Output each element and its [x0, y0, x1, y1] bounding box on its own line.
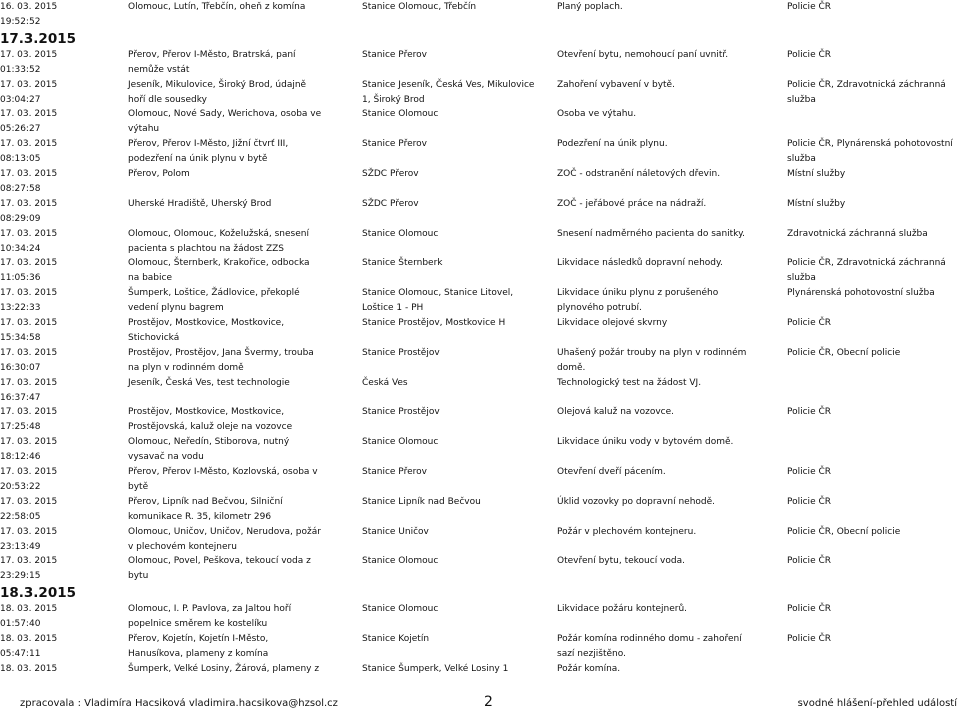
- date-time-line: 17:25:48: [0, 422, 41, 433]
- location-cell: [128, 346, 362, 376]
- location-cell: [128, 316, 362, 346]
- date-time-line: 17. 03. 2015: [0, 228, 58, 239]
- date-time-cell: [0, 48, 128, 78]
- date-time-cell: [0, 286, 128, 316]
- date-time-line: 16:30:07: [0, 362, 41, 373]
- date-time-line: 17. 03. 2015: [0, 168, 58, 179]
- location-line: Přerov, Kojetín, Kojetín I-Město,: [128, 633, 269, 644]
- units-line: Policie ČR, Plynárenská pohotovostní: [787, 139, 953, 150]
- units-line: Policie ČR: [787, 633, 831, 644]
- event-line: Likvidace olejové skvrny: [557, 317, 668, 328]
- table-row: [0, 137, 960, 167]
- location-line: výtahu: [128, 124, 160, 135]
- station-line: Stanice Přerov: [362, 139, 427, 150]
- event-line: Podezření na únik plynu.: [557, 139, 668, 150]
- event-cell: [557, 602, 787, 632]
- table-row: [0, 167, 960, 197]
- location-cell: [128, 662, 362, 692]
- date-time-line: 17. 03. 2015: [0, 317, 58, 328]
- event-cell: [557, 137, 787, 167]
- location-line: Olomouc, Uničov, Uničov, Nerudova, požár: [128, 526, 321, 537]
- event-cell: [557, 0, 787, 30]
- table-row: [0, 256, 960, 286]
- date-time-cell: [0, 167, 128, 197]
- event-cell: [557, 197, 787, 227]
- event-cell: [557, 346, 787, 376]
- units-cell: [787, 662, 960, 692]
- location-line: Přerov, Polom: [128, 168, 190, 179]
- date-time-cell: [0, 465, 128, 495]
- date-time-line: 05:47:11: [0, 648, 41, 659]
- date-time-cell: [0, 0, 128, 30]
- date-time-line: 18. 03. 2015: [0, 633, 58, 644]
- location-line: vedení plynu bagrem: [128, 303, 224, 314]
- event-line: Zahoření vybavení v bytě.: [557, 79, 675, 90]
- location-line: Olomouc, Nové Sady, Werichova, osoba ve: [128, 109, 322, 120]
- location-cell: [128, 465, 362, 495]
- event-line: Požár v plechovém kontejneru.: [557, 526, 697, 537]
- station-cell: [362, 48, 557, 78]
- table-row: [0, 78, 960, 108]
- station-cell: [362, 602, 557, 632]
- date-time-cell: [0, 346, 128, 376]
- footer-author: zpracovala : Vladimíra Hacsiková vladimira.hacsikova@hzsol.cz: [20, 698, 338, 709]
- date-time-line: 15:34:58: [0, 332, 41, 343]
- station-cell: [362, 405, 557, 435]
- location-line: Olomouc, I. P. Pavlova, za Jaltou hoří: [128, 604, 292, 615]
- event-cell: [557, 632, 787, 662]
- event-line: Likvidace úniku vody v bytovém domě.: [557, 437, 734, 448]
- units-cell: [787, 632, 960, 662]
- location-line: Šumperk, Velké Losiny, Žárová, plameny z: [128, 663, 320, 674]
- station-line: Stanice Olomouc: [362, 604, 439, 615]
- station-cell: [362, 167, 557, 197]
- location-line: Přerov, Lipník nad Bečvou, Silniční: [128, 496, 283, 507]
- units-line: služba: [787, 94, 816, 105]
- event-line: Likvidace úniku plynu z porušeného: [557, 288, 719, 299]
- station-cell: [362, 554, 557, 584]
- station-line: Stanice Olomouc, Třebčín: [362, 2, 477, 12]
- event-cell: [557, 167, 787, 197]
- station-line: Stanice Olomouc: [362, 437, 439, 448]
- event-cell: [557, 405, 787, 435]
- date-time-cell: [0, 227, 128, 257]
- units-cell: [787, 525, 960, 555]
- date-time-line: 16:37:47: [0, 392, 41, 403]
- event-line: Otevření bytu, nemohoucí paní uvnitř.: [557, 49, 729, 60]
- date-time-line: 11:05:36: [0, 273, 41, 284]
- location-cell: [128, 495, 362, 525]
- units-cell: [787, 316, 960, 346]
- date-time-line: 16. 03. 2015: [0, 2, 58, 12]
- location-line: na plyn v rodinném domě: [128, 362, 244, 373]
- table-row: [0, 405, 960, 435]
- station-line: SŽDC Přerov: [362, 198, 419, 209]
- event-line: ZOČ - odstranění náletových dřevin.: [557, 168, 721, 179]
- units-cell: [787, 167, 960, 197]
- location-cell: [128, 78, 362, 108]
- location-line: Olomouc, Olomouc, Koželužská, snesení: [128, 228, 309, 239]
- units-line: Policie ČR, Obecní policie: [787, 526, 901, 537]
- event-line: Úklid vozovky po dopravní nehodě.: [557, 496, 716, 507]
- location-line: Olomouc, Povel, Peškova, tekoucí voda z: [128, 556, 311, 567]
- location-line: bytě: [128, 481, 149, 492]
- table-row: [0, 0, 960, 30]
- station-line: Stanice Olomouc: [362, 556, 439, 567]
- units-cell: [787, 286, 960, 316]
- event-line: Likvidace požáru kontejnerů.: [557, 604, 688, 615]
- table-row: [0, 465, 960, 495]
- location-cell: [128, 435, 362, 465]
- location-line: Prostějovská, kaluž oleje na vozovce: [128, 422, 293, 433]
- station-cell: [362, 0, 557, 30]
- location-line: Jeseník, Česká Ves, test technologie: [128, 377, 290, 388]
- date-time-line: 05:26:27: [0, 124, 41, 135]
- event-line: Otevření dveří pácením.: [557, 466, 666, 477]
- location-line: Přerov, Přerov I-Město, Kozlovská, osoba v: [128, 466, 318, 477]
- date-time-line: 17. 03. 2015: [0, 49, 58, 60]
- location-cell: [128, 0, 362, 30]
- date-time-line: 01:33:52: [0, 64, 41, 75]
- location-line: komunikace R. 35, kilometr 296: [128, 511, 272, 522]
- station-cell: [362, 346, 557, 376]
- event-line: plynového potrubí.: [557, 303, 642, 314]
- date-time-cell: [0, 137, 128, 167]
- event-cell: [557, 78, 787, 108]
- table-row: [0, 632, 960, 662]
- station-line: Stanice Šternberk: [362, 258, 443, 269]
- event-line: Požár komína rodinného domu - zahoření: [557, 633, 742, 644]
- event-cell: [557, 256, 787, 286]
- station-line: Loštice 1 - PH: [362, 303, 424, 314]
- location-cell: [128, 376, 362, 406]
- units-cell: [787, 107, 960, 137]
- location-cell: [128, 167, 362, 197]
- units-line: Policie ČR: [787, 604, 831, 615]
- units-line: služba: [787, 154, 816, 165]
- date-time-line: 17. 03. 2015: [0, 109, 58, 120]
- units-line: Policie ČR, Obecní policie: [787, 347, 901, 358]
- date-time-line: 23:29:15: [0, 571, 41, 582]
- table-row: [0, 286, 960, 316]
- units-cell: [787, 602, 960, 632]
- units-cell: [787, 48, 960, 78]
- station-cell: [362, 632, 557, 662]
- date-time-cell: [0, 495, 128, 525]
- date-time-cell: [0, 405, 128, 435]
- station-cell: [362, 495, 557, 525]
- table-row: [0, 435, 960, 465]
- station-cell: [362, 435, 557, 465]
- station-line: Stanice Kojetín: [362, 633, 430, 644]
- units-line: Policie ČR: [787, 317, 831, 328]
- date-time-cell: [0, 376, 128, 406]
- date-time-line: 17. 03. 2015: [0, 496, 58, 507]
- date-time-line: 08:13:05: [0, 154, 41, 165]
- date-time-line: 18. 03. 2015: [0, 663, 58, 674]
- date-time-cell: [0, 256, 128, 286]
- table-row: [0, 495, 960, 525]
- location-cell: [128, 405, 362, 435]
- date-time-line: 17. 03. 2015: [0, 526, 58, 537]
- location-line: vysavač na vodu: [128, 452, 204, 463]
- units-cell: [787, 346, 960, 376]
- event-line: ZOČ - jeřábové práce na nádraží.: [557, 198, 707, 209]
- table-row: [0, 48, 960, 78]
- location-line: pacienta s plachtou na žádost ZZS: [128, 243, 285, 254]
- station-line: Česká Ves: [362, 377, 408, 388]
- event-line: Olejová kaluž na vozovce.: [557, 407, 675, 418]
- station-cell: [362, 376, 557, 406]
- station-line: 1, Široký Brod: [362, 94, 425, 105]
- location-line: nemůže vstát: [128, 64, 190, 75]
- station-line: Stanice Olomouc: [362, 109, 439, 120]
- date-time-line: 18:12:46: [0, 452, 41, 463]
- date-time-cell: [0, 662, 128, 692]
- units-line: Policie ČR: [787, 466, 831, 477]
- units-cell: [787, 376, 960, 406]
- date-time-line: 10:34:24: [0, 243, 41, 254]
- date-time-cell: [0, 525, 128, 555]
- location-line: v plechovém kontejneru: [128, 541, 237, 552]
- date-time-cell: [0, 554, 128, 584]
- table-row: [0, 107, 960, 137]
- units-cell: [787, 256, 960, 286]
- location-line: Hanusíkova, plameny z komína: [128, 648, 269, 659]
- station-cell: [362, 227, 557, 257]
- units-cell: [787, 405, 960, 435]
- units-cell: [787, 465, 960, 495]
- location-line: Olomouc, Lutín, Třebčín, oheň z komína: [128, 2, 306, 12]
- station-cell: [362, 137, 557, 167]
- location-line: Šumperk, Loštice, Žádlovice, překoplé: [128, 288, 300, 299]
- station-line: Stanice Přerov: [362, 49, 427, 60]
- location-line: Jeseník, Mikulovice, Široký Brod, údajně: [128, 79, 307, 90]
- location-line: Prostějov, Prostějov, Jana Švermy, trouba: [128, 347, 314, 358]
- station-line: Stanice Prostějov: [362, 407, 440, 418]
- date-time-line: 08:29:09: [0, 213, 41, 224]
- date-time-line: 18. 03. 2015: [0, 604, 58, 615]
- units-cell: [787, 554, 960, 584]
- station-line: Stanice Uničov: [362, 526, 429, 537]
- table-row: [0, 227, 960, 257]
- location-line: Olomouc, Šternberk, Krakořice, odbocka: [128, 258, 310, 269]
- location-line: Prostějov, Mostkovice, Mostkovice,: [128, 317, 285, 328]
- location-cell: [128, 48, 362, 78]
- station-line: Stanice Jeseník, Česká Ves, Mikulovice: [362, 79, 535, 90]
- date-heading: 17.3.2015: [0, 30, 77, 47]
- units-line: Policie ČR: [787, 496, 831, 507]
- units-cell: [787, 227, 960, 257]
- units-line: Místní služby: [787, 198, 846, 209]
- document-title: svodné hlášení-přehled událostí: [797, 698, 957, 709]
- event-cell: [557, 435, 787, 465]
- event-cell: [557, 554, 787, 584]
- event-cell: [557, 316, 787, 346]
- units-line: Policie ČR, Zdravotnická záchranná: [787, 79, 946, 90]
- station-cell: [362, 107, 557, 137]
- date-time-line: 17. 03. 2015: [0, 288, 58, 299]
- date-time-line: 23:13:49: [0, 541, 41, 552]
- event-line: Snesení nadměrného pacienta do sanitky.: [557, 228, 745, 239]
- table-row: [0, 376, 960, 406]
- date-time-line: 01:57:40: [0, 619, 41, 630]
- location-cell: [128, 107, 362, 137]
- units-line: Policie ČR, Zdravotnická záchranná: [787, 258, 946, 269]
- station-line: Stanice Přerov: [362, 466, 427, 477]
- event-line: sazí nezjištěno.: [557, 648, 626, 659]
- table-row: [0, 346, 960, 376]
- event-cell: [557, 286, 787, 316]
- units-cell: [787, 0, 960, 30]
- event-line: Požár komína.: [557, 663, 621, 674]
- station-cell: [362, 316, 557, 346]
- event-cell: [557, 107, 787, 137]
- station-cell: [362, 465, 557, 495]
- location-line: Olomouc, Neředín, Stiborova, nutný: [128, 437, 290, 448]
- location-line: bytu: [128, 571, 149, 582]
- units-line: Místní služby: [787, 168, 846, 179]
- location-cell: [128, 554, 362, 584]
- location-cell: [128, 632, 362, 662]
- units-line: Policie ČR: [787, 556, 831, 567]
- table-row: [0, 525, 960, 555]
- date-time-cell: [0, 197, 128, 227]
- date-time-line: 17. 03. 2015: [0, 139, 58, 150]
- location-cell: [128, 602, 362, 632]
- location-line: Přerov, Přerov I-Město, Jižní čtvrť III,: [128, 139, 289, 150]
- event-line: Planý poplach.: [557, 2, 623, 12]
- date-time-line: 08:27:58: [0, 183, 41, 194]
- table-row: [0, 662, 960, 692]
- units-cell: [787, 435, 960, 465]
- date-time-cell: [0, 316, 128, 346]
- station-cell: [362, 525, 557, 555]
- page-number: 2: [484, 694, 493, 710]
- location-cell: [128, 137, 362, 167]
- units-line: Zdravotnická záchranná služba: [787, 228, 928, 239]
- units-line: Policie ČR: [787, 2, 831, 12]
- units-cell: [787, 78, 960, 108]
- station-line: SŽDC Přerov: [362, 168, 419, 179]
- date-time-line: 03:04:27: [0, 94, 41, 105]
- date-time-line: 17. 03. 2015: [0, 198, 58, 209]
- event-cell: [557, 376, 787, 406]
- event-cell: [557, 525, 787, 555]
- station-line: Stanice Prostějov: [362, 347, 440, 358]
- station-cell: [362, 197, 557, 227]
- units-line: Plynárenská pohotovostní služba: [787, 288, 935, 299]
- location-line: Přerov, Přerov I-Město, Bratrská, paní: [128, 49, 296, 60]
- location-line: Stichovická: [128, 332, 180, 343]
- event-cell: [557, 227, 787, 257]
- station-line: Stanice Šumperk, Velké Losiny 1: [362, 663, 509, 674]
- date-time-line: 17. 03. 2015: [0, 407, 58, 418]
- event-cell: [557, 465, 787, 495]
- location-line: na babice: [128, 273, 173, 284]
- station-cell: [362, 286, 557, 316]
- date-time-line: 17. 03. 2015: [0, 466, 58, 477]
- location-cell: [128, 256, 362, 286]
- date-time-line: 17. 03. 2015: [0, 79, 58, 90]
- date-time-line: 17. 03. 2015: [0, 437, 58, 448]
- date-time-line: 17. 03. 2015: [0, 556, 58, 567]
- units-cell: [787, 197, 960, 227]
- location-cell: [128, 227, 362, 257]
- date-time-cell: [0, 107, 128, 137]
- station-cell: [362, 78, 557, 108]
- date-time-cell: [0, 632, 128, 662]
- station-line: Stanice Olomouc: [362, 228, 439, 239]
- location-cell: [128, 286, 362, 316]
- event-line: Likvidace následků dopravní nehody.: [557, 258, 723, 269]
- location-cell: [128, 197, 362, 227]
- date-time-line: 17. 03. 2015: [0, 347, 58, 358]
- event-line: Otevření bytu, tekoucí voda.: [557, 556, 685, 567]
- table-row: [0, 316, 960, 346]
- units-line: Policie ČR: [787, 407, 831, 418]
- date-time-line: 22:58:05: [0, 511, 41, 522]
- date-time-cell: [0, 78, 128, 108]
- location-line: hoří dle sousedky: [128, 94, 207, 105]
- event-line: Osoba ve výtahu.: [557, 109, 637, 120]
- table-row: [0, 554, 960, 584]
- date-time-cell: [0, 602, 128, 632]
- event-cell: [557, 662, 787, 692]
- location-line: popelnice směrem ke kostelíku: [128, 619, 268, 630]
- event-cell: [557, 48, 787, 78]
- station-line: Stanice Prostějov, Mostkovice H: [362, 317, 506, 328]
- location-line: Uherské Hradiště, Uherský Brod: [128, 198, 272, 209]
- units-cell: [787, 137, 960, 167]
- date-time-line: 20:53:22: [0, 481, 41, 492]
- station-cell: [362, 256, 557, 286]
- station-cell: [362, 662, 557, 692]
- station-line: Stanice Olomouc, Stanice Litovel,: [362, 288, 514, 299]
- table-row: [0, 197, 960, 227]
- station-line: Stanice Lipník nad Bečvou: [362, 496, 481, 507]
- location-line: Prostějov, Mostkovice, Mostkovice,: [128, 407, 285, 418]
- date-time-line: 17. 03. 2015: [0, 377, 58, 388]
- date-time-cell: [0, 435, 128, 465]
- location-line: podezření na únik plynu v bytě: [128, 154, 268, 165]
- units-line: Policie ČR: [787, 49, 831, 60]
- date-time-line: 17. 03. 2015: [0, 258, 58, 269]
- units-cell: [787, 495, 960, 525]
- units-line: služba: [787, 273, 816, 284]
- event-line: Technologický test na žádost VJ.: [557, 377, 702, 388]
- event-line: Uhašený požár trouby na plyn v rodinném: [557, 347, 747, 358]
- date-heading: 18.3.2015: [0, 585, 77, 602]
- date-time-line: 19:52:52: [0, 17, 41, 27]
- event-cell: [557, 495, 787, 525]
- event-line: domě.: [557, 362, 586, 373]
- date-time-line: 13:22:33: [0, 303, 41, 314]
- table-row: [0, 602, 960, 632]
- location-cell: [128, 525, 362, 555]
